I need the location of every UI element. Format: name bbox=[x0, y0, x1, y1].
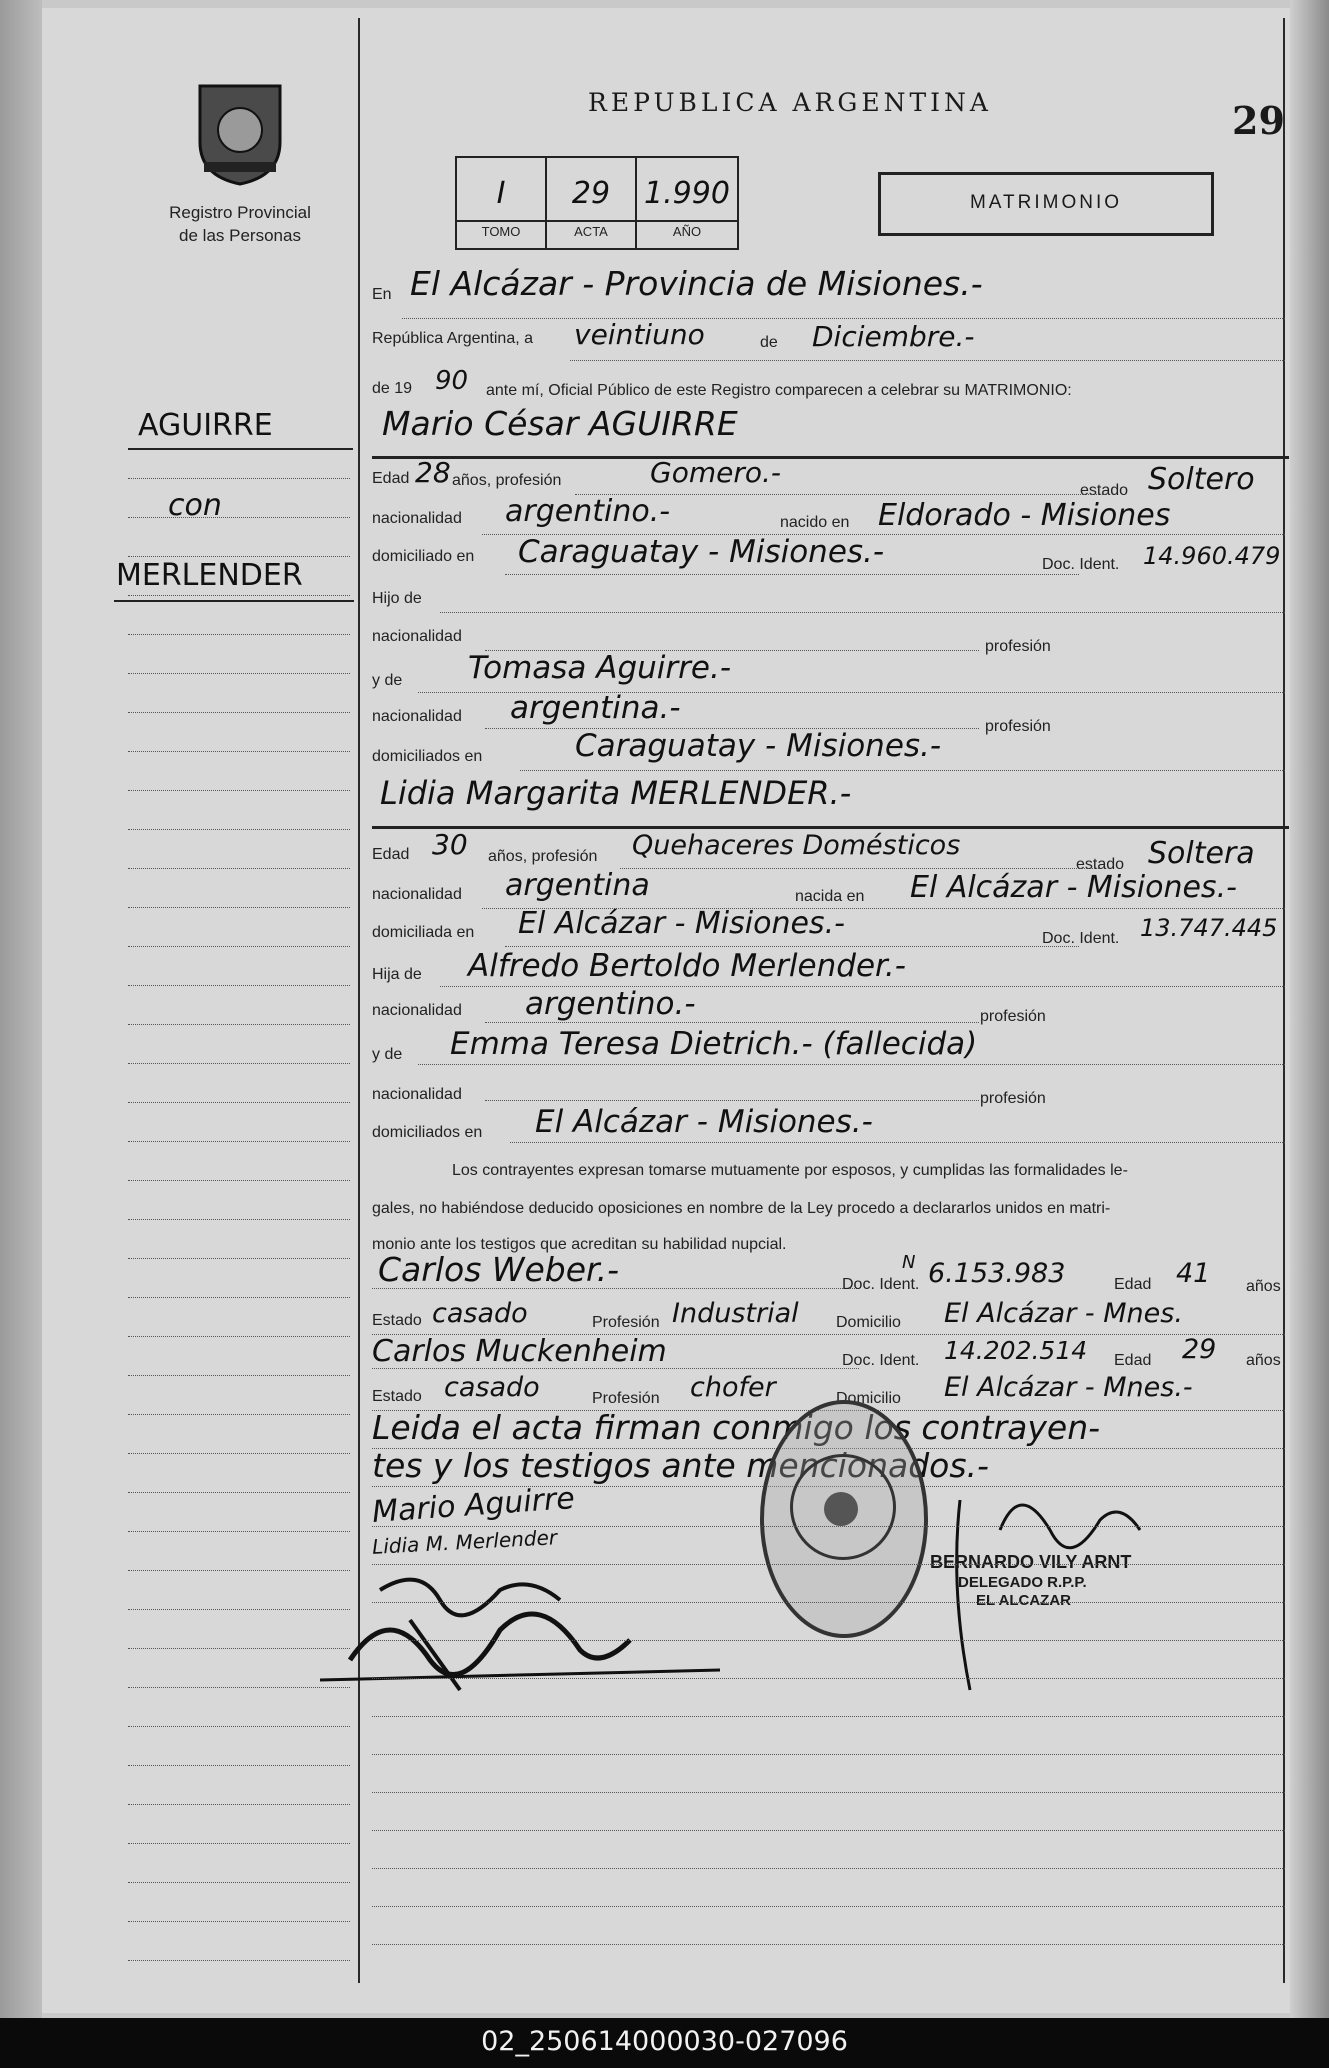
margin-ruled-line bbox=[128, 1687, 350, 1688]
father-nat-label: nacionalidad bbox=[372, 628, 462, 645]
anos-profesion-label: años, profesión bbox=[452, 472, 562, 489]
page-number: 29 bbox=[1232, 98, 1285, 143]
day-value: veintiuno bbox=[574, 318, 705, 351]
registry-name-line1: Registro Provincial bbox=[169, 203, 311, 222]
declaration-line1: Los contrayentes expresan tomarse mutuamente por esposos, y cumplidas las formalidades le- bbox=[452, 1162, 1128, 1179]
father-prof-label: profesión bbox=[985, 638, 1051, 655]
bride-mother: Emma Teresa Dietrich.- (fallecida) bbox=[450, 1026, 978, 1062]
stamp-place: EL ALCAZAR bbox=[976, 1592, 1071, 1609]
mother-line bbox=[418, 1064, 1285, 1065]
declaration-line2: gales, no habiéndose deducido oposiciones en nombre de la Ley procedo a declararlos unidos en matri- bbox=[372, 1200, 1111, 1217]
declaration-line3: monio ante los testigos que acreditan su habilidad nupcial. bbox=[372, 1236, 787, 1253]
blank-ruled-line bbox=[372, 1678, 1285, 1679]
witness2-edad-label: Edad bbox=[1114, 1352, 1152, 1369]
margin-surname-groom: AGUIRRE bbox=[138, 408, 273, 443]
bride-birthplace: El Alcázar - Misiones.- bbox=[910, 870, 1237, 905]
groom-nationality: argentino.- bbox=[505, 494, 671, 529]
en-label: En bbox=[372, 286, 392, 303]
witness1-name-line bbox=[372, 1288, 859, 1289]
groom-doc: 14.960.479 bbox=[1143, 542, 1281, 570]
yde-label: y de bbox=[372, 672, 403, 689]
parents-dom-line bbox=[520, 770, 1285, 771]
estado-label: estado bbox=[1080, 482, 1129, 499]
yde-label: y de bbox=[372, 1046, 403, 1063]
margin-ruled-line bbox=[128, 1843, 350, 1844]
witness1-doc-n: N bbox=[902, 1252, 916, 1273]
margin-connector: con bbox=[168, 488, 222, 523]
de-label: de bbox=[760, 334, 778, 351]
margin-ruled-line bbox=[128, 985, 350, 986]
witness1-anos-label: años bbox=[1246, 1278, 1281, 1295]
witness1-estado-label: Estado bbox=[372, 1312, 422, 1329]
blank-ruled-line bbox=[372, 1564, 1285, 1565]
bride-doc: 13.747.445 bbox=[1140, 914, 1278, 942]
margin-ruled-line bbox=[128, 946, 350, 947]
anio-value: 1.990 bbox=[644, 176, 730, 211]
blank-ruled-line bbox=[372, 1830, 1285, 1831]
intro-sentence: ante mí, Oficial Público de este Registro comparecen a celebrar su MATRIMONIO: bbox=[486, 382, 1072, 399]
margin-ruled-line bbox=[128, 1570, 350, 1571]
bride-name: Lidia Margarita MERLENDER.- bbox=[380, 774, 852, 812]
margin-ruled-line bbox=[128, 1726, 350, 1727]
acta-label: ACTA bbox=[574, 224, 608, 239]
margin-ruled-line bbox=[128, 1180, 350, 1181]
margin-ruled-line bbox=[128, 1648, 350, 1649]
witness1-domicile: El Alcázar - Mnes. bbox=[944, 1298, 1183, 1329]
domiciliado-label: domiciliado en bbox=[372, 548, 475, 565]
witness2-doc: 14.202.514 bbox=[944, 1336, 1088, 1365]
section-rule bbox=[372, 826, 1289, 829]
place-value: El Alcázar - Provincia de Misiones.- bbox=[410, 264, 983, 303]
groom-birthplace: Eldorado - Misiones bbox=[878, 498, 1171, 533]
margin-ruled-line bbox=[128, 1921, 350, 1922]
hija-label: Hija de bbox=[372, 966, 422, 983]
witness1-profession: Industrial bbox=[672, 1298, 799, 1329]
nacido-label: nacido en bbox=[780, 514, 850, 531]
domicile-line bbox=[505, 946, 1079, 947]
witness2-anos-label: años bbox=[1246, 1352, 1281, 1369]
witness2-age: 29 bbox=[1182, 1334, 1217, 1365]
closing-line1: Leida el acta firman conmigo los contrayen- bbox=[372, 1408, 1101, 1447]
groom-status: Soltero bbox=[1148, 462, 1255, 497]
margin-ruled-line bbox=[128, 790, 350, 791]
record-number-box bbox=[455, 156, 739, 250]
doc-label: Doc. Ident. bbox=[1042, 930, 1120, 947]
margin-ruled-line bbox=[128, 634, 350, 635]
witness1-age: 41 bbox=[1176, 1258, 1211, 1289]
margin-ruled-line bbox=[128, 1297, 350, 1298]
anio-label: AÑO bbox=[672, 224, 702, 239]
witness1-doc: 6.153.983 bbox=[928, 1258, 1066, 1289]
bride-nationality: argentina bbox=[505, 868, 650, 903]
margin-underline bbox=[128, 448, 353, 450]
bride-signature: Lidia M. Merlender bbox=[371, 1525, 558, 1559]
estado-label: estado bbox=[1076, 856, 1125, 873]
father-prof-label: profesión bbox=[980, 1008, 1046, 1025]
witness2-name: Carlos Muckenheim bbox=[372, 1334, 667, 1369]
witness1-name: Carlos Weber.- bbox=[378, 1250, 619, 1289]
margin-ruled-line bbox=[128, 1219, 350, 1220]
margin-ruled-line bbox=[128, 1453, 350, 1454]
republica-label: República Argentina, a bbox=[372, 330, 533, 347]
nacida-label: nacida en bbox=[795, 888, 865, 905]
margin-ruled-line bbox=[128, 1531, 350, 1532]
bride-parents-domicile: El Alcázar - Misiones.- bbox=[535, 1104, 873, 1140]
bride-age: 30 bbox=[432, 828, 468, 861]
blank-ruled-line bbox=[372, 1602, 1285, 1603]
document-id: 02_250614000030-027096 bbox=[481, 2026, 848, 2057]
country-heading: REPUBLICA ARGENTINA bbox=[588, 88, 992, 117]
tomo-value: I bbox=[496, 176, 506, 211]
record-type-box bbox=[878, 172, 1214, 236]
father-nat-line bbox=[485, 1022, 979, 1023]
witness2-doc-label: Doc. Ident. bbox=[842, 1352, 920, 1369]
margin-ruled-line bbox=[128, 1375, 350, 1376]
margin-ruled-line bbox=[128, 595, 350, 596]
blank-ruled-line bbox=[372, 1640, 1285, 1641]
margin-ruled-line bbox=[128, 907, 350, 908]
hijo-label: Hijo de bbox=[372, 590, 422, 607]
parents-dom-line bbox=[510, 1142, 1285, 1143]
anos-profesion-label: años, profesión bbox=[488, 848, 598, 865]
margin-ruled-line bbox=[128, 478, 350, 479]
margin-ruled-line bbox=[128, 1804, 350, 1805]
record-type: MATRIMONIO bbox=[969, 192, 1123, 213]
margin-ruled-line bbox=[128, 751, 350, 752]
margin-ruled-line bbox=[128, 1102, 350, 1103]
right-frame-line bbox=[1283, 18, 1285, 1983]
margin-ruled-line bbox=[128, 1336, 350, 1337]
page-edge bbox=[1290, 0, 1329, 2018]
month-value: Diciembre.- bbox=[812, 320, 975, 353]
acta-value: 29 bbox=[571, 176, 611, 211]
margin-surname-bride: MERLENDER bbox=[116, 558, 303, 593]
groom-profession: Gomero.- bbox=[650, 456, 781, 489]
margin-ruled-line bbox=[128, 673, 350, 674]
father-line bbox=[440, 612, 1285, 613]
margin-ruled-line bbox=[128, 868, 350, 869]
parents-dom-label: domiciliados en bbox=[372, 748, 483, 765]
witness1-status: casado bbox=[432, 1298, 528, 1329]
mother-nat-line bbox=[485, 1100, 979, 1101]
witness2-estado-label: Estado bbox=[372, 1388, 422, 1405]
margin-ruled-line bbox=[128, 1960, 350, 1961]
margin-ruled-line bbox=[128, 517, 350, 518]
registry-name-line2: de las Personas bbox=[179, 226, 301, 245]
margin-ruled-line bbox=[128, 829, 350, 830]
margin-ruled-line bbox=[128, 1765, 350, 1766]
groom-mother-nationality: argentina.- bbox=[510, 690, 681, 726]
margin-underline bbox=[114, 600, 354, 602]
groom-name: Mario César AGUIRRE bbox=[382, 404, 738, 443]
witness1-profesion-label: Profesión bbox=[592, 1314, 660, 1331]
groom-age: 28 bbox=[415, 456, 451, 489]
provincial-seal-icon bbox=[190, 80, 290, 188]
binding-edge bbox=[0, 0, 42, 2018]
witness1-domicilio-label: Domicilio bbox=[836, 1314, 901, 1331]
place-line bbox=[402, 318, 1285, 319]
groom-domicile: Caraguatay - Misiones.- bbox=[518, 534, 885, 570]
bride-status: Soltera bbox=[1148, 836, 1255, 871]
margin-ruled-line bbox=[128, 1063, 350, 1064]
margin-ruled-line bbox=[128, 1882, 350, 1883]
witness2-status: casado bbox=[444, 1372, 540, 1403]
edad-label: Edad bbox=[372, 470, 410, 487]
blank-ruled-line bbox=[372, 1868, 1285, 1869]
mother-prof-label: profesión bbox=[985, 718, 1051, 735]
witness-signatures-icon bbox=[300, 1560, 750, 1700]
witness2-name-line bbox=[372, 1368, 859, 1369]
witness2-domicilio-label: Domicilio bbox=[836, 1390, 901, 1407]
parents-dom-label: domiciliados en bbox=[372, 1124, 483, 1141]
domicile-line bbox=[505, 574, 1079, 575]
bride-profession: Quehaceres Domésticos bbox=[632, 830, 961, 861]
father-nat-label: nacionalidad bbox=[372, 1002, 462, 1019]
year-prefix: de 19 bbox=[372, 380, 413, 397]
doc-label: Doc. Ident. bbox=[1042, 556, 1120, 573]
witness1-doc-label: Doc. Ident. bbox=[842, 1276, 920, 1293]
blank-ruled-line bbox=[372, 1754, 1285, 1755]
tomo-label: TOMO bbox=[481, 224, 521, 239]
margin-ruled-line bbox=[128, 1414, 350, 1415]
blank-ruled-line bbox=[372, 1716, 1285, 1717]
edad-label: Edad bbox=[372, 846, 410, 863]
mother-nat-label: nacionalidad bbox=[372, 1086, 462, 1103]
mother-nat-label: nacionalidad bbox=[372, 708, 462, 725]
domiciliada-label: domiciliada en bbox=[372, 924, 475, 941]
stamp-name: BERNARDO VILY ARNT bbox=[930, 1552, 1132, 1572]
date-line bbox=[570, 360, 1285, 361]
witness2-profesion-label: Profesión bbox=[592, 1390, 660, 1407]
nacionalidad-label: nacionalidad bbox=[372, 886, 462, 903]
bride-father: Alfredo Bertoldo Merlender.- bbox=[468, 948, 906, 984]
groom-parents-domicile: Caraguatay - Misiones.- bbox=[575, 728, 942, 764]
year-suffix: 90 bbox=[435, 366, 469, 396]
profession-line bbox=[620, 868, 1099, 869]
witness1-edad-label: Edad bbox=[1114, 1276, 1152, 1293]
blank-ruled-line bbox=[372, 1792, 1285, 1793]
section-rule bbox=[372, 456, 1289, 459]
bride-domicile: El Alcázar - Misiones.- bbox=[518, 906, 845, 941]
margin-ruled-line bbox=[128, 1609, 350, 1610]
witness2-profession: chofer bbox=[690, 1372, 776, 1403]
groom-signature: Mario Aguirre bbox=[371, 1480, 576, 1531]
closing-line2: tes y los testigos ante mencionados.- bbox=[372, 1446, 989, 1485]
margin-ruled-line bbox=[128, 1024, 350, 1025]
groom-mother: Tomasa Aguirre.- bbox=[468, 650, 732, 686]
blank-ruled-line bbox=[372, 1944, 1285, 1945]
margin-ruled-line bbox=[128, 1141, 350, 1142]
blank-ruled-line bbox=[372, 1906, 1285, 1907]
blank-ruled-line bbox=[372, 1526, 1285, 1527]
margin-ruled-line bbox=[128, 712, 350, 713]
mother-prof-label: profesión bbox=[980, 1090, 1046, 1107]
bride-father-nationality: argentino.- bbox=[525, 986, 696, 1022]
witness2-domicile: El Alcázar - Mnes.- bbox=[944, 1372, 1193, 1403]
nacionalidad-label: nacionalidad bbox=[372, 510, 462, 527]
margin-ruled-line bbox=[128, 1492, 350, 1493]
margin-ruled-line bbox=[128, 556, 350, 557]
stamp-title: DELEGADO R.P.P. bbox=[958, 1574, 1087, 1591]
margin-ruled-line bbox=[128, 1258, 350, 1259]
